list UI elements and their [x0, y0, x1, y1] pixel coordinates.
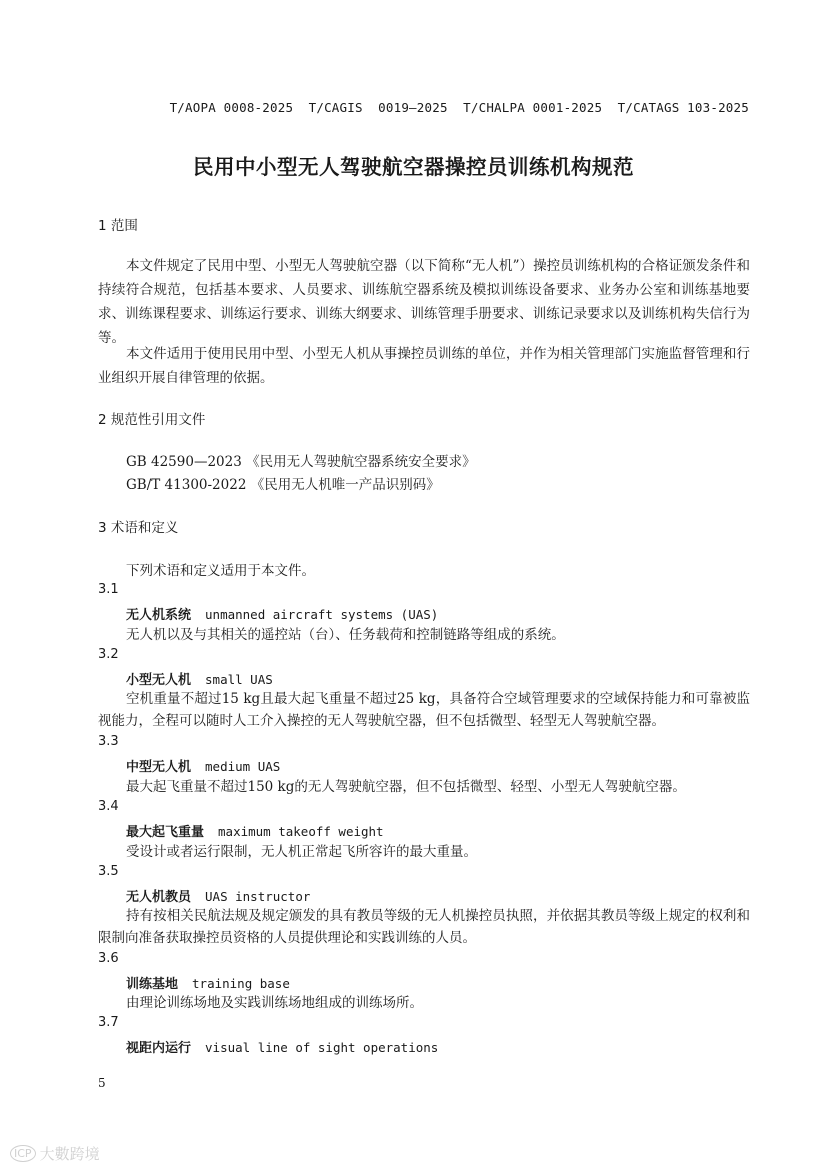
term-definition: 受设计或者运行限制，无人机正常起飞所容许的最大重量。 [126, 844, 477, 860]
term-en: UAS instructor [205, 889, 311, 904]
page-number: 5 [98, 1076, 106, 1090]
document-title: 民用中小型无人驾驶航空器操控员训练机构规范 [193, 155, 634, 179]
term-zh: 无人机系统 [126, 608, 192, 623]
term-en: medium UAS [205, 759, 281, 774]
term-en: unmanned aircraft systems (UAS) [205, 607, 439, 622]
term-definition: 空机重量不超过15 kg且最大起飞重量不超过25 kg，具备符合空域管理要求的空域保持能力和可靠被监视能力，全程可以随时人工介入操控的无人驾驶航空器，但不包括微型、轻型无人驾驶航空器。 [98, 691, 750, 729]
section-1-heading: 1 范围 [98, 218, 138, 234]
term-en: training base [192, 976, 290, 991]
term-number: 3.1 [98, 582, 119, 597]
term-entry [126, 821, 384, 840]
term-definition: 由理论训练场地及实践训练场地组成的训练场所。 [126, 995, 423, 1011]
term-entry [126, 756, 280, 775]
section-3-heading: 3 术语和定义 [98, 520, 179, 536]
section-1-para-1: 本文件规定了民用中型、小型无人驾驶航空器（以下简称“无人机”）操控员训练机构的合格证颁发条件和持续符合规范，包括基本要求、人员要求、训练航空器系统及模拟训练设备要求、业务办公室和训练基地要求、训练课程要求、训练运行要求、训练大纲要求、训练管理手册要求、训练记录要求以及训练机构失信行为等。 [98, 258, 750, 346]
term-number: 3.2 [98, 647, 119, 662]
section-3-intro: 下列术语和定义适用于本文件。 [126, 563, 315, 579]
watermark-logo-icon: ICP [10, 1145, 36, 1162]
reference-2: GB/T 41300-2022 《民用无人机唯一产品识别码》 [126, 477, 440, 493]
term-definition: 最大起飞重量不超过150 kg的无人驾驶航空器，但不包括微型、轻型、小型无人驾驶航空器。 [126, 779, 686, 795]
term-number: 3.4 [98, 799, 119, 814]
term-zh: 训练基地 [126, 977, 179, 992]
term-en: visual line of sight operations [205, 1040, 439, 1055]
term-zh: 视距内运行 [126, 1041, 192, 1056]
term-zh: 无人机教员 [126, 890, 192, 905]
watermark [10, 1143, 100, 1164]
term-definition: 持有按相关民航法规及规定颁发的具有教员等级的无人机操控员执照，并依据其教员等级上规定的权利和限制向准备获取操控员资格的人员提供理论和实践训练的人员。 [98, 908, 750, 946]
term-entry [126, 886, 310, 905]
term-entry [126, 1037, 438, 1056]
term-en: maximum takeoff weight [218, 824, 384, 839]
term-en: small UAS [205, 672, 273, 687]
term-zh: 小型无人机 [126, 673, 192, 688]
term-entry [126, 604, 438, 623]
term-number: 3.3 [98, 734, 119, 749]
section-1-para-2: 本文件适用于使用民用中型、小型无人机从事操控员训练的单位，并作为相关管理部门实施监督管理和行业组织开展自律管理的依据。 [98, 346, 750, 386]
term-definition: 无人机以及与其相关的遥控站（台）、任务载荷和控制链路等组成的系统。 [126, 627, 565, 643]
term-zh: 中型无人机 [126, 760, 192, 775]
term-number: 3.6 [98, 951, 119, 966]
standard-codes: T/AOPA 0008-2025 T/CAGIS 0019—2025 T/CHALPA 0001-2025 T/CATAGS 103-2025 [169, 100, 749, 115]
term-entry [126, 973, 290, 992]
reference-1: GB 42590—2023 《民用无人驾驶航空器系统安全要求》 [126, 454, 476, 470]
term-zh: 最大起飞重量 [126, 825, 205, 840]
term-entry [126, 669, 273, 688]
watermark-text: 大數跨境 [39, 1145, 100, 1163]
term-number: 3.5 [98, 864, 119, 879]
section-2-heading: 2 规范性引用文件 [98, 412, 206, 428]
term-number: 3.7 [98, 1015, 119, 1030]
